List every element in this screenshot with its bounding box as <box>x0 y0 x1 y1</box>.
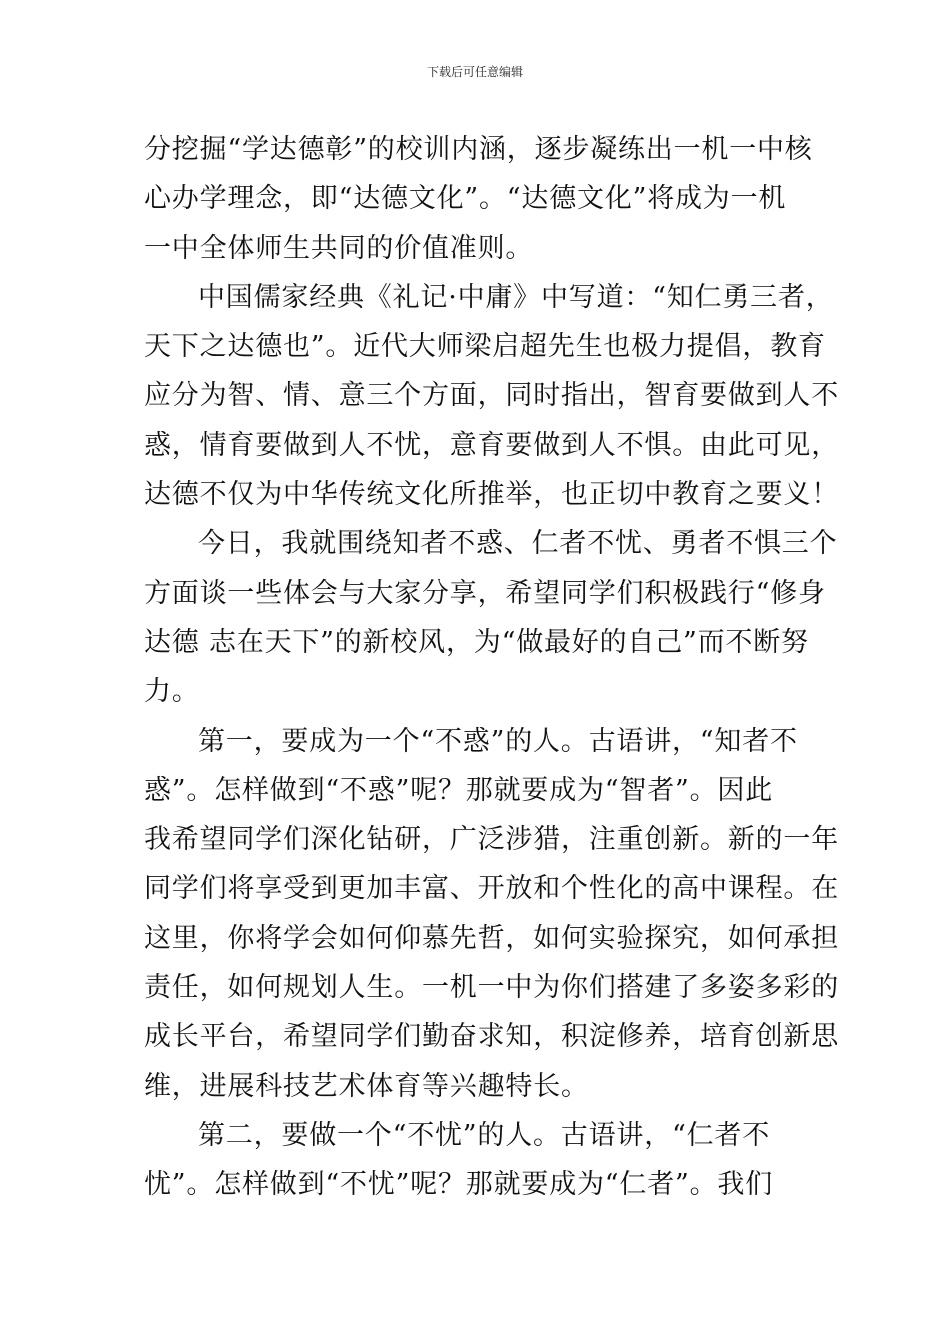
paragraph-5 <box>144 1111 809 1210</box>
paragraph-4 <box>144 717 839 1111</box>
text-line: 这里，你将学会如何仰慕先哲，如何实验探究，如何承担 <box>144 922 839 954</box>
text-line: 应分为智、情、意三个方面，同时指出，智育要做到人不 <box>144 380 839 412</box>
text-line: 分挖掘“学达德彰”的校训内涵，逐步凝练出一机一中核 <box>144 134 813 165</box>
text-line: 力。 <box>144 676 200 708</box>
text-line: 成长平台，希望同学们勤奋求知，积淀修养，培育创新思 <box>144 1021 839 1053</box>
text-line: 达德不仅为中华传统文化所推举，也正切中教育之要义！ <box>144 479 839 511</box>
paragraph-3 <box>144 519 838 716</box>
paragraph-2 <box>144 273 839 519</box>
text-line: 维，进展科技艺术体育等兴趣特长。 <box>144 1070 589 1102</box>
text-line: 达德 志在天下”的新校风，为“做最好的自己”而不断努 <box>144 626 809 658</box>
text-line: 忧”。怎样做到“不忧”呢？那就要成为“仁者”。我们 <box>144 1169 774 1201</box>
document-body <box>144 125 839 1210</box>
text-line: 惑”。怎样做到“不惑”呢？那就要成为“智者”。因此 <box>144 774 774 806</box>
text-line: 第二，要做一个“不忧”的人。古语讲，“仁者不 <box>198 1119 771 1151</box>
page-header: 下载后可任意编辑 <box>426 65 523 79</box>
text-line: 第一，要成为一个“不惑”的人。古语讲，“知者不 <box>198 725 798 757</box>
paragraph-1 <box>144 125 813 273</box>
text-line: 方面谈一些体会与大家分享，希望同学们积极践行“修身 <box>144 577 826 609</box>
text-line: 责任，如何规划人生。一机一中为你们搭建了多姿多彩的 <box>144 972 839 1004</box>
text-line: 我希望同学们深化钻研，广泛涉猎，注重创新。新的一年 <box>144 824 839 856</box>
text-line: 一中全体师生共同的价值准则。 <box>144 232 534 264</box>
text-line: 惑，情育要做到人不忧，意育要做到人不惧。由此可见， <box>144 429 839 461</box>
text-line: 中国儒家经典《礼记·中庸》中写道：“知仁勇三者， <box>198 281 834 313</box>
text-line: 天下之达德也”。近代大师梁启超先生也极力提倡，教育 <box>144 331 826 363</box>
text-line: 同学们将享受到更加丰富、开放和个性化的高中课程。在 <box>144 873 839 905</box>
text-line: 今日，我就围绕知者不惑、仁者不忧、勇者不惧三个 <box>198 528 838 560</box>
text-line: 心办学理念，即“达德文化”。“达德文化”将成为一机 <box>144 183 787 215</box>
